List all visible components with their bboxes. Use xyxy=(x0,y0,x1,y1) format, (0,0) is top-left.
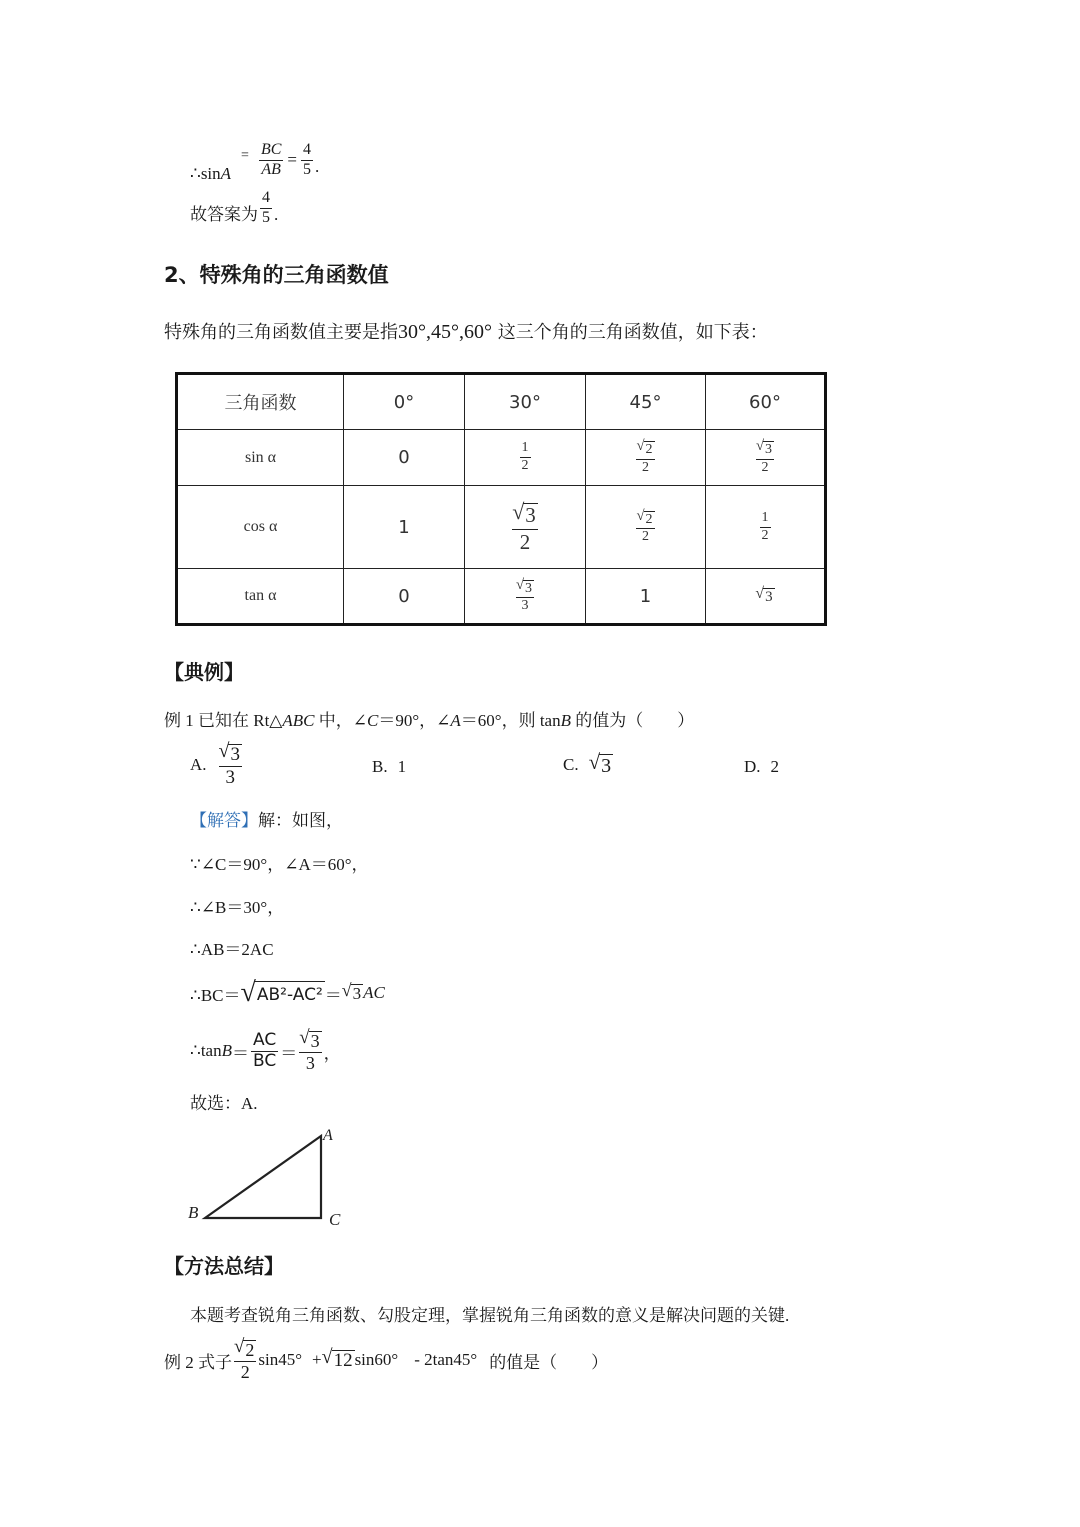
value-cell: 0 xyxy=(344,569,465,625)
value-cell: √ 3 2 xyxy=(465,486,586,569)
triangle-figure xyxy=(180,1120,360,1232)
value-cell: 1 xyxy=(344,486,465,569)
intro-angles: 30°,45°,60° xyxy=(398,321,492,343)
period: . xyxy=(274,204,279,224)
value-cell: √ 3 xyxy=(706,569,826,625)
vertex-label-b: B xyxy=(188,1203,199,1222)
value-cell: √ 2 2 xyxy=(586,430,706,486)
table-header-row xyxy=(177,374,826,430)
trig-values-table xyxy=(175,372,827,626)
fraction-numerator: BC xyxy=(260,140,282,158)
solution-choice: 故选：A. xyxy=(190,1094,258,1113)
fraction-denominator: 5 xyxy=(262,208,270,226)
four-fifths-fraction xyxy=(301,142,313,179)
value-cell: √ 3 3 xyxy=(465,569,586,625)
solution-intro: 【解答】解：如图， xyxy=(190,811,343,831)
table-header-cell: 0° xyxy=(344,374,465,430)
solution-tag: 【解答】 xyxy=(190,811,258,831)
method-summary-label: 【方法总结】 xyxy=(164,1254,284,1278)
vertex-label-a: A xyxy=(323,1127,333,1144)
table-header-cell: 45° xyxy=(586,374,706,430)
solution-line-1: ∵∠C＝90°，∠A＝60°， xyxy=(190,855,369,874)
value-cell: √ 2 2 xyxy=(586,486,706,569)
answer-prefix: 故答案为 xyxy=(190,204,258,224)
function-name-cell: cos α xyxy=(177,486,344,569)
example-2-question: 例 2 式子 √ 2 2 sin45° + √ 12 sin60° - 2tan45° 的值是（ ） xyxy=(164,1335,609,1383)
table-header-cell: 60° xyxy=(706,374,826,430)
value-cell: 1 xyxy=(586,569,706,625)
value-cell: 0 xyxy=(344,430,465,486)
table-row-sin xyxy=(177,430,826,486)
value-cell: $\frac{1}{2}$ xyxy=(706,486,826,569)
sin-a-equation xyxy=(190,132,319,188)
section-intro xyxy=(164,318,768,344)
option-b: B. 1 xyxy=(372,757,407,776)
var-a: A xyxy=(220,164,232,183)
equals-sign-2: = xyxy=(287,150,297,169)
table-header-cell: 30° xyxy=(465,374,586,430)
table-row-tan xyxy=(177,569,826,625)
fraction-numerator: 4 xyxy=(303,140,311,158)
option-a: A. √ 3 3 xyxy=(190,739,240,789)
option-c: C. √ 3 xyxy=(563,750,612,777)
option-d: D. 2 xyxy=(744,757,780,776)
intro-text-b: 这三个角的三角函数值，如下表： xyxy=(497,322,768,343)
therefore-sin-text: ∴sin xyxy=(190,164,221,183)
vertex-label-c: C xyxy=(329,1210,341,1229)
example-label: 【典例】 xyxy=(164,660,244,684)
bc-over-ab-fraction xyxy=(259,142,283,179)
equals-sign: = xyxy=(241,148,249,163)
example-1-question: 例 1 已知在 Rt△ABC 中，∠C＝90°，∠A＝60°，则 tanB 的值为（ ） xyxy=(164,711,695,730)
period: . xyxy=(315,157,320,176)
fraction-denominator: AB xyxy=(261,160,281,178)
solution-line-2: ∴∠B＝30°， xyxy=(190,898,285,917)
method-summary-text: 本题考查锐角三角函数、勾股定理，掌握锐角三角函数的意义是解决问题的关键. xyxy=(190,1306,790,1325)
value-cell: $\frac{1}{2}$ xyxy=(465,430,586,486)
triangle-abc xyxy=(205,1136,321,1218)
function-name-cell: tan α xyxy=(177,569,344,625)
intro-text-a: 特殊角的三角函数值主要是指 xyxy=(164,322,398,343)
table-header-cell: 三角函数 xyxy=(177,374,344,430)
solution-line-4: ∴BC＝ √ AB²-AC² ＝ √ 3 AC xyxy=(190,977,385,1008)
function-name-cell: sin α xyxy=(177,430,344,486)
fraction-numerator: 4 xyxy=(262,189,270,206)
answer-line xyxy=(190,190,278,225)
example-1-options xyxy=(190,738,830,794)
table-row-cos xyxy=(177,486,826,569)
value-cell: √ 3 2 xyxy=(706,430,826,486)
solution-line-5: ∴tan B ＝ $\frac{AC}{BC}$ ＝ √ 3 3 ， xyxy=(190,1026,341,1074)
section-heading: 2、特殊角的三角函数值 xyxy=(164,263,389,287)
solution-line-3: ∴AB＝2AC xyxy=(190,940,274,959)
fraction-denominator: 5 xyxy=(303,160,311,178)
answer-fraction xyxy=(260,190,272,227)
